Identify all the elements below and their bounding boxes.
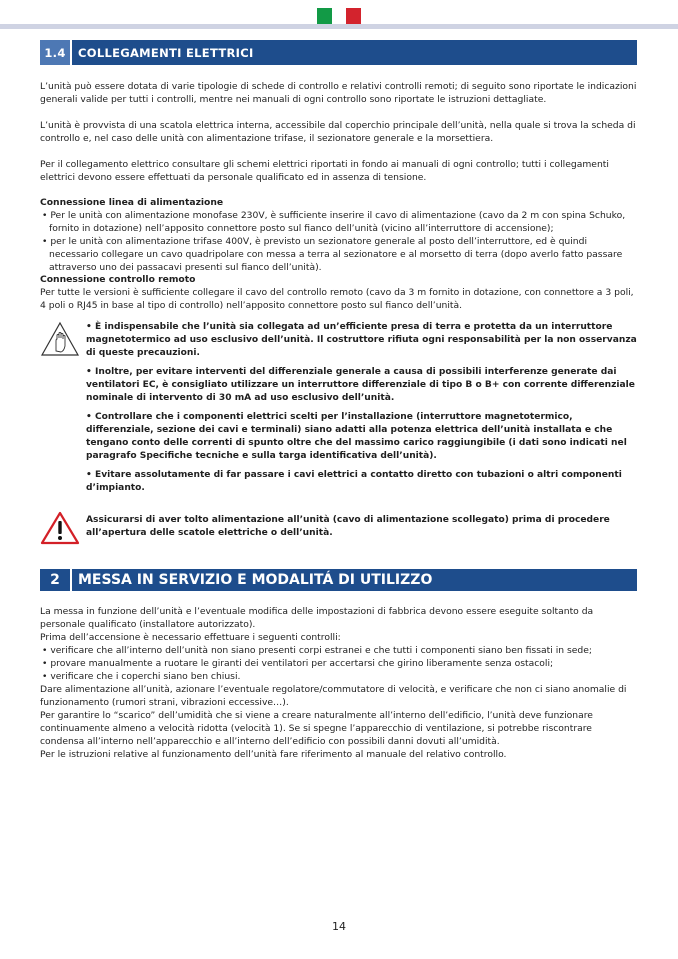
list-item: • per le unità con alimentazione trifase 400V, è previsto un sezionatore generale al posto dell’interruttore, ed è quindi necessario collegare un cavo quadripolare con messa a terra al sezionatore e al morsetto di terra (dopo averlo fatto passare attraverso uno dei passacavi presenti sul fianco dell’unità).: [42, 236, 623, 273]
paragraph: La messa in funzione dell’unità e l’eventuale modifica delle impostazioni di fabbrica devono essere eseguite soltanto da personale qualificato (installatore autorizzato).: [40, 606, 594, 630]
bullet-list-power: [40, 209, 637, 274]
section-1-4-header: [40, 40, 637, 65]
warning-item: • È indispensabile che l’unità sia collegata ad un’efficiente presa di terra e protetta da un interruttore magnetotermico ad uso esclusivo dell’unità. Il costruttore rifiuta ogni responsabilità per la non osservanza di queste precauzioni.: [86, 322, 637, 358]
subheading-remote-control: Connessione controllo remoto: [40, 274, 196, 285]
list-item: • verificare che i coperchi siano ben chiusi.: [42, 671, 241, 682]
subheading-power-line: Connessione linea di alimentazione: [40, 197, 224, 208]
paragraph: Dare alimentazione all’unità, azionare l’eventuale regolatore/commutatore di velocità, e verificare che non ci siano anomalie di funzionamento (rumori strani, vibrazioni eccessive…).: [40, 684, 627, 708]
top-bar: [0, 24, 678, 29]
list-item: • verificare che all’interno dell’unità non siano presenti corpi estranei e che tutti i componenti siano ben fissati in sede;: [42, 645, 593, 656]
section-number: 2: [40, 569, 70, 591]
section-2-header: [40, 569, 637, 591]
list-item: • Per le unità con alimentazione monofase 230V, è sufficiente inserire il cavo di alimentazione (cavo da 2 m con spina Schuko, fornito in dotazione) nell’apposito connettore posto sul fianco dell’unità (vicino all’interruttore di accensione);: [42, 210, 626, 234]
paragraph: L’unità è provvista di una scatola elettrica interna, accessibile dal coperchio principale dell’unità, nella quale si trova la scheda di controllo e, nel caso delle unità con alimentazione trifase, il sezionatore generale e la morsettiera.: [40, 120, 636, 144]
hand-warning-icon: [40, 321, 80, 501]
warning-item: • Evitare assolutamente di far passare i cavi elettrici a contatto diretto con tubazioni o altri componenti d’impianto.: [86, 470, 622, 493]
exclamation-warning-icon: [40, 511, 80, 549]
paragraph: Prima dell’accensione è necessario effettuare i seguenti controlli:: [40, 632, 341, 643]
warning-item: • Inoltre, per evitare interventi del differenziale generale a causa di possibili interferenze generate dai ventilatori EC, è consigliato utilizzare un interruttore differenziale di tipo B o B+ con corrente differenziale nominale di intervento di 30 mA ad uso esclusivo dell’unità.: [86, 367, 635, 403]
paragraph: Per tutte le versioni è sufficiente collegare il cavo del controllo remoto (cavo da 3 m fornito in dotazione, con connettore a 3 poli, 4 poli o RJ45 in base al tipo di controllo) nell’apposito connettore posto sul fianco dell’unità.: [40, 287, 634, 311]
page-content: [40, 40, 637, 761]
paragraph: Per garantire lo “scarico” dell’umidità che si viene a creare naturalmente all’interno dell’edificio, l’unità deve funzionare continuamente almeno a velocità ridotta (velocità 1). Se si spegne l’apparecchio di ventilazione, si potrebbe riscontrare condensa all’interno nell’apparecchio e all’interno dell’edificio con possibili danni dovuti all’umidità.: [40, 710, 593, 747]
warning-list: [80, 321, 637, 501]
bullet-list-checks: [40, 644, 637, 683]
list-item: • provare manualmente a ruotare le giranti dei ventilatori per accertarsi che girino liberamente senza ostacoli;: [42, 658, 554, 669]
section-title: MESSA IN SERVIZIO E MODALITÁ DI UTILIZZO: [72, 569, 637, 591]
paragraph: L’unità può essere dotata di varie tipologie di schede di controllo e relativi controlli remoti; di seguito sono riportate le indicazioni generali valide per tutti i controlli, mentre nei manuali di ogni controllo sono riportate le istruzioni dettagliate.: [40, 81, 637, 105]
paragraph: Per il collegamento elettrico consultare gli schemi elettrici riportati in fondo ai manuali di ogni controllo; tutti i collegamenti elettrici devono essere effettuati da personale qualificato ed in assenza di tensione.: [40, 159, 609, 183]
paragraph: Per le istruzioni relative al funzionamento dell’unità fare riferimento al manuale del relativo controllo.: [40, 749, 507, 760]
alert-block: [40, 511, 637, 549]
section-title: COLLEGAMENTI ELETTRICI: [72, 40, 637, 65]
warning-block: [40, 321, 637, 501]
warning-item: • Controllare che i componenti elettrici scelti per l’installazione (interruttore magnetotermico, differenziale, sezione dei cavi e terminali) siano adatti alla potenza elettrica dell’unità installata e che tengano conto delle correnti di spunto oltre che del massimo carico raggiungibile (i dati sono indicati nel paragrafo Specifiche tecniche e sulla targa identificativa dell’unità).: [86, 412, 627, 461]
page-number: 14: [332, 920, 346, 933]
alert-text: Assicurarsi di aver tolto alimentazione all’unità (cavo di alimentazione scollegato) prima di procedere all’apertura delle scatole elettriche o dell’unità.: [86, 515, 610, 538]
section-number: 1.4: [40, 40, 70, 65]
